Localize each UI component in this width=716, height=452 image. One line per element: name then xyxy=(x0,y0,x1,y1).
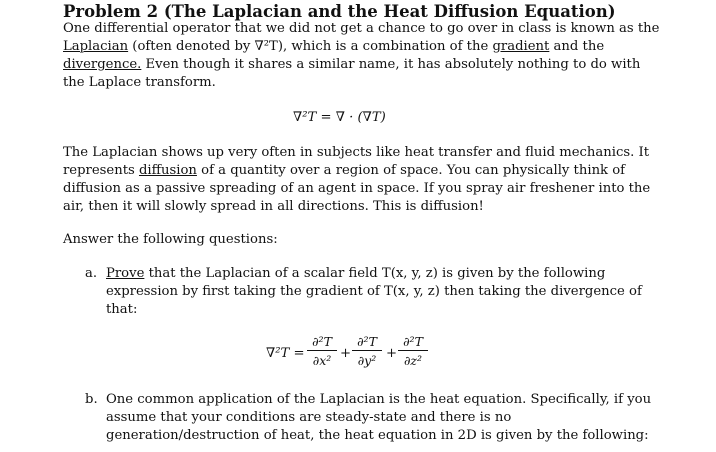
fraction-z xyxy=(398,334,428,368)
intro-paragraph xyxy=(63,20,660,92)
question-a-line-2: expression by first taking the gradient of T(x, y, z) then taking the divergence of xyxy=(106,284,642,299)
body-line-2-rest: of a quantity over a region of space. You can physically think of xyxy=(196,163,626,178)
fraction-x-denominator: ∂x² xyxy=(312,353,332,368)
fraction-x-numerator: ∂²T xyxy=(312,334,332,349)
fraction-y xyxy=(352,334,382,368)
question-b-marker: b. xyxy=(85,392,98,407)
diffusion-term: diffusion xyxy=(138,163,197,178)
body-line-2-pre: represents xyxy=(63,163,139,178)
fraction-x-bar xyxy=(307,350,337,351)
question-a-marker: a. xyxy=(85,266,98,281)
intro-line-1: One differential operator that we did not get a chance to go over in class is known as the xyxy=(63,21,660,36)
gradient-term: gradient xyxy=(492,39,550,54)
equation-lhs: ∇²T = xyxy=(266,346,305,361)
question-a-line-1-rest: that the Laplacian of a scalar field T(x, y, z) is given by the following xyxy=(144,266,606,281)
intro-line-2-end: and the xyxy=(549,39,605,54)
answer-prompt: Answer the following questions: xyxy=(63,232,278,247)
intro-line-2-mid: (often denoted by ∇²T), which is a combination of the xyxy=(128,39,493,54)
question-b-line-3: generation/destruction of heat, the heat equation in 2D is given by the following: xyxy=(106,428,649,443)
plus-sign-1: + xyxy=(340,346,352,361)
body-line-3: diffusion as a passive spreading of an agent in space. If you spray air freshener into the xyxy=(63,181,651,196)
question-b-line-1: One common application of the Laplacian is the heat equation. Specifically, if you xyxy=(106,392,652,407)
fraction-z-bar xyxy=(398,350,428,351)
plus-sign-2: + xyxy=(386,346,398,361)
body-line-4: air, then it will slowly spread in all directions. This is diffusion! xyxy=(63,199,484,214)
question-a-text xyxy=(106,265,642,319)
question-b-line-2: assume that your conditions are steady-state and there is no xyxy=(106,410,512,425)
laplacian-term: Laplacian xyxy=(63,39,129,54)
intro-line-4: the Laplace transform. xyxy=(63,75,216,90)
fraction-y-bar xyxy=(352,350,382,351)
question-b-text xyxy=(106,391,652,445)
intro-line-3-rest: Even though it shares a similar name, it has absolutely nothing to do with xyxy=(141,57,641,72)
diffusion-paragraph xyxy=(63,144,651,216)
fraction-z-numerator: ∂²T xyxy=(403,334,423,349)
body-line-2 xyxy=(63,162,626,180)
intro-line-3 xyxy=(63,56,641,74)
laplacian-definition-equation: ∇²T = ∇ · (∇T) xyxy=(293,110,386,125)
fraction-z-denominator: ∂z² xyxy=(403,353,423,368)
prove-term: Prove xyxy=(106,266,145,281)
fraction-y-denominator: ∂y² xyxy=(357,353,377,368)
body-line-1: The Laplacian shows up very often in subjects like heat transfer and fluid mechanics. It xyxy=(63,145,650,160)
fraction-x xyxy=(307,334,337,368)
problem-title: Problem 2 (The Laplacian and the Heat Diffusion Equation) xyxy=(63,2,616,21)
fraction-y-numerator: ∂²T xyxy=(357,334,377,349)
intro-line-2 xyxy=(63,38,623,56)
question-a-line-3: that: xyxy=(106,302,138,317)
question-a-line-1 xyxy=(106,265,626,283)
divergence-term: divergence. xyxy=(63,57,142,72)
